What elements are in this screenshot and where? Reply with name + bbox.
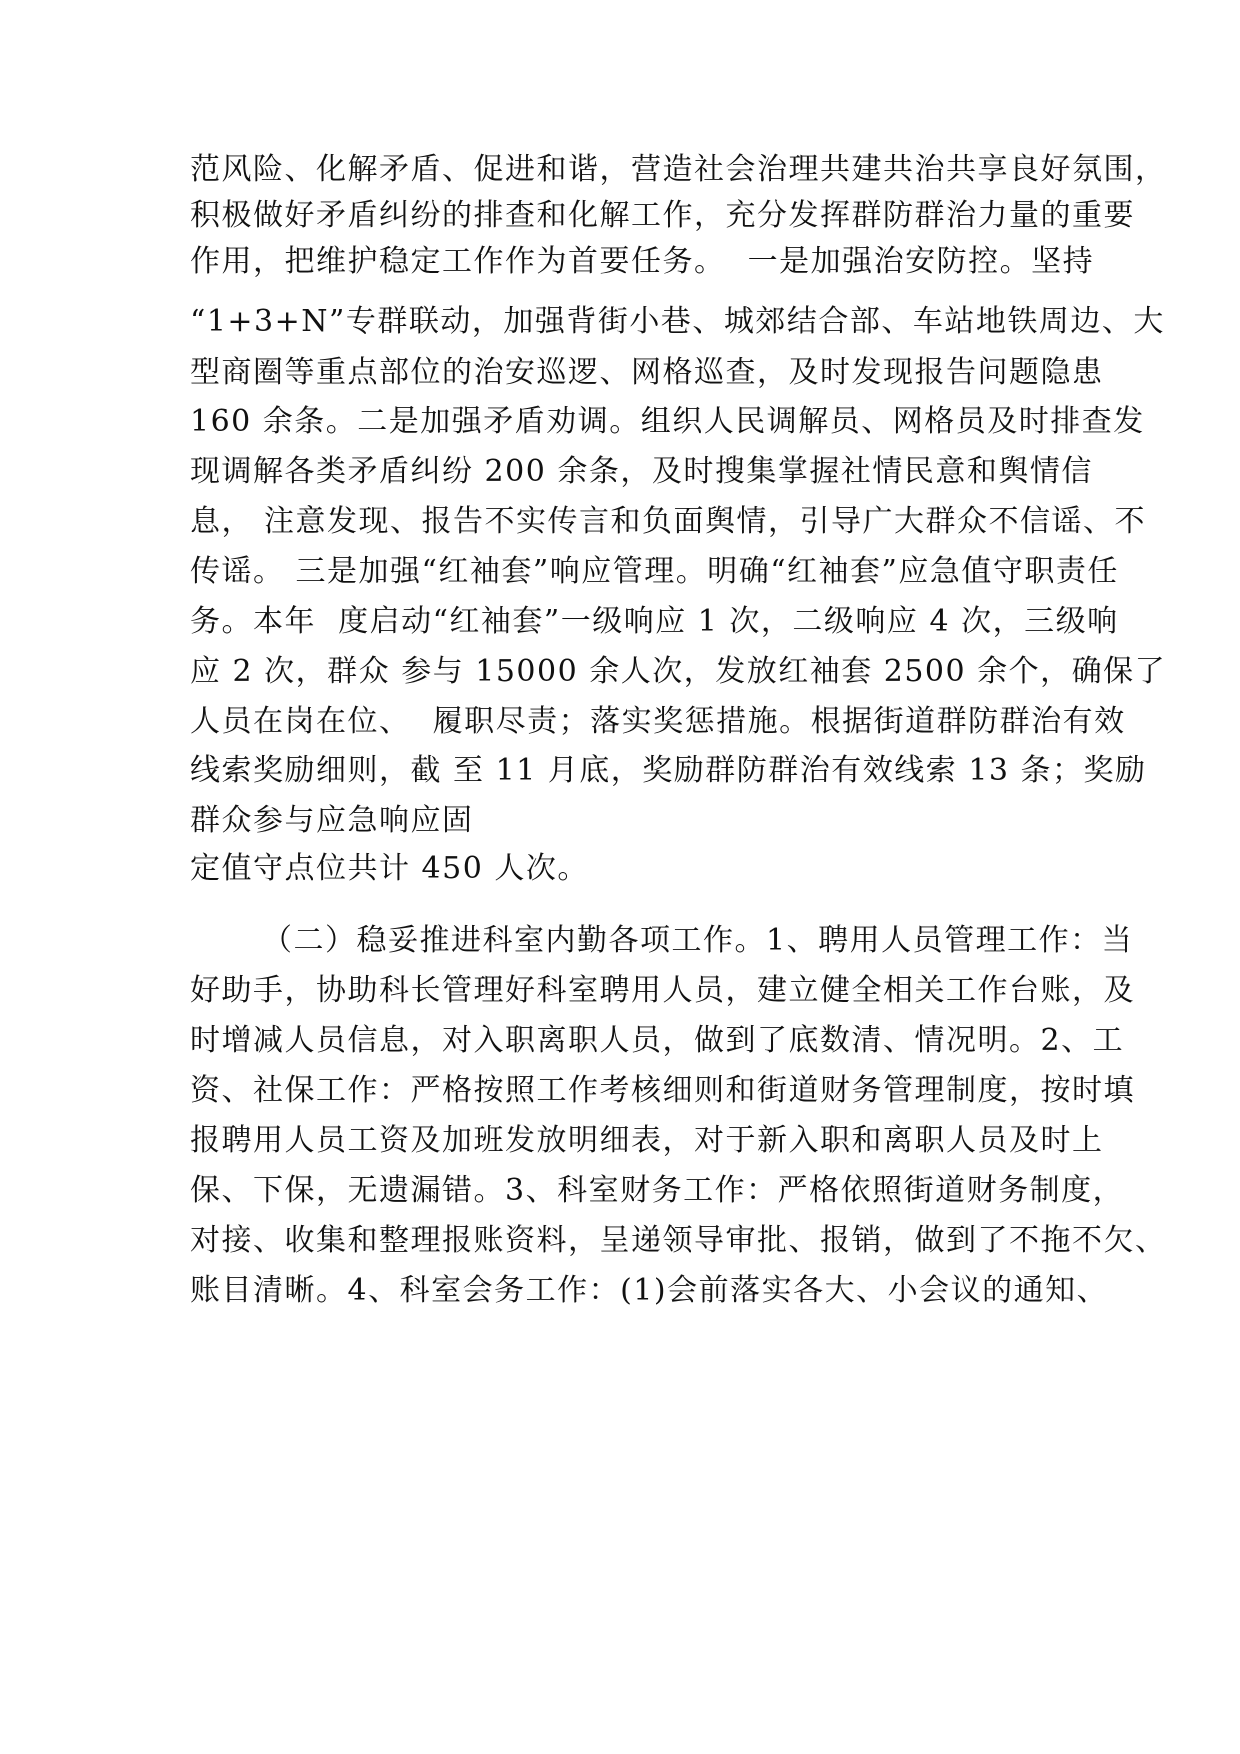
- body-text-line: 群众参与应急响应固: [190, 803, 474, 838]
- body-text-line: 报聘用人员工资及加班发放明细表，对于新入职和离职人员及时上: [190, 1123, 1104, 1158]
- body-text-line: 人员在岗在位、 履职尽责；落实奖惩措施。根据街道群防群治有效: [190, 704, 1126, 739]
- body-text-line: 160 余条。二是加强矛盾劝调。组织人民调解员、网格员及时排查发: [190, 404, 1145, 439]
- body-text-line: 现调解各类矛盾纠纷 200 余条，及时搜集掌握社情民意和舆情信: [190, 454, 1093, 489]
- body-text-line: 应 2 次，群众 参与 15000 余人次，发放红袖套 2500 余个，确保了: [190, 654, 1167, 689]
- body-text-line: 定值守点位共计 450 人次。: [190, 851, 589, 886]
- body-text-line: 时增减人员信息，对入职离职人员，做到了底数清、情况明。2、工: [190, 1023, 1125, 1058]
- section-two-first-line: （二）稳妥推进科室内勤各项工作。1、聘用人员管理工作：当: [262, 923, 1134, 958]
- body-text-line: 线索奖励细则，截 至 11 月底，奖励群防群治有效线索 13 条；奖励: [190, 753, 1147, 788]
- body-text-line: 息， 注意发现、报告不实传言和负面舆情，引导广大群众不信谣、不: [190, 504, 1147, 539]
- body-text-line: 作用，把维护稳定工作作为首要任务。 一是加强治安防控。坚持: [190, 244, 1095, 279]
- body-text-line: 传谣。 三是加强“红袖套”响应管理。明确“红袖套”应急值守职责任: [190, 554, 1119, 589]
- body-text-line: 范风险、化解矛盾、促进和谐，营造社会治理共建共治共享良好氛围，: [190, 152, 1167, 187]
- body-text-line: 资、社保工作：严格按照工作考核细则和街道财务管理制度，按时填: [190, 1073, 1135, 1108]
- body-text-line: 账目清晰。4、科室会务工作：(1)会前落实各大、小会议的通知、: [190, 1273, 1109, 1308]
- body-text-line: 对接、收集和整理报账资料，呈递领导审批、报销，做到了不拖不欠、: [190, 1223, 1167, 1258]
- body-text-line: 积极做好矛盾纠纷的排查和化解工作，充分发挥群防群治力量的重要: [190, 198, 1135, 233]
- body-text-line: 型商圈等重点部位的治安巡逻、网格巡查，及时发现报告问题隐患: [190, 355, 1104, 390]
- body-text-line: 好助手，协助科长管理好科室聘用人员，建立健全相关工作台账，及: [190, 973, 1135, 1008]
- body-text-line: 保、下保，无遗漏错。3、科室财务工作：严格依照街道财务制度，: [190, 1173, 1125, 1208]
- body-text-line: 务。本年 度启动“红袖套”一级响应 1 次，二级响应 4 次，三级响: [190, 604, 1119, 639]
- body-text-line: “1+3+N”专群联动，加强背街小巷、城郊结合部、车站地铁周边、大: [190, 304, 1165, 339]
